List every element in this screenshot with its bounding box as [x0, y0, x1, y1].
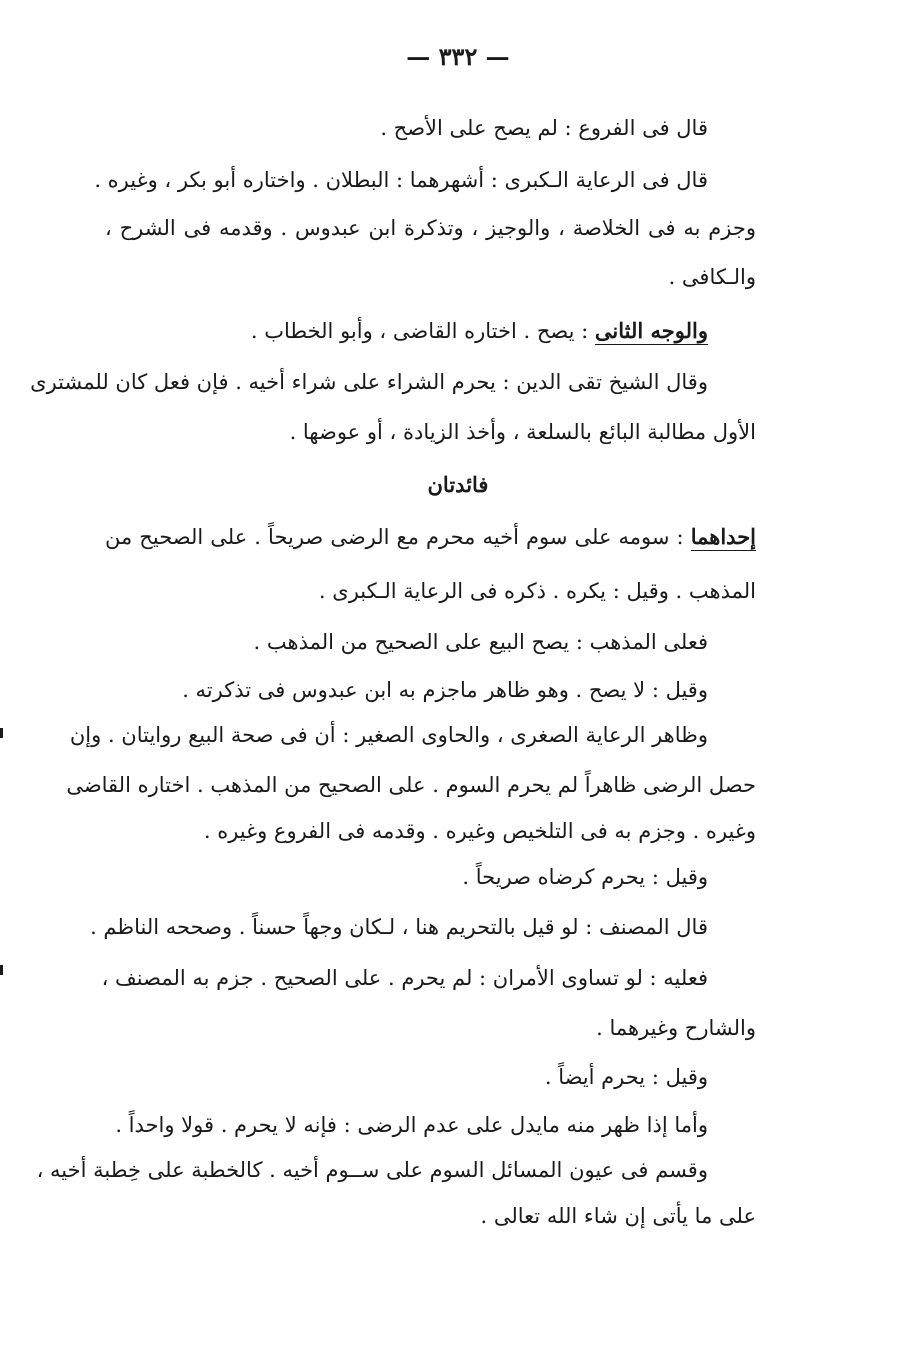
text-line: وقسم فى عيون المسائل السوم على ســوم أخيه . كالخطبة على خِطبة أخيه ، — [36, 1158, 708, 1182]
text-line: وظاهر الرعاية الصغرى ، والحاوى الصغير : أن فى صحة البيع روايتان . وإن — [69, 723, 708, 747]
text-line: قال فى الفروع : لم يصح على الأصح . — [380, 116, 708, 140]
text-line: حصل الرضى ظاهراً لم يحرم السوم . على الصحيح من المذهب . اختاره القاضى — [66, 773, 756, 797]
page-number: — ٣٣٢ — — [406, 42, 510, 71]
text-line: وقال الشيخ تقى الدين : يحرم الشراء على شراء أخيه . فإن فعل كان للمشترى — [30, 370, 708, 394]
text-line: فعلى المذهب : يصح البيع على الصحيح من المذهب . — [253, 630, 708, 654]
margin-mark — [0, 965, 3, 975]
text-line: المذهب . وقيل : يكره . ذكره فى الرعاية الـكبرى . — [318, 579, 756, 603]
section-lead: والوجه الثانى — [594, 318, 708, 343]
text-line: والشارح وغيرهما . — [596, 1016, 756, 1040]
text-line: على ما يأتى إن شاء الله تعالى . — [480, 1204, 756, 1228]
text-line: قال المصنف : لو قيل بالتحريم هنا ، لـكان وجهاً حسناً . وصححه الناظم . — [90, 915, 708, 939]
line-body: : سومه على سوم أخيه محرم مع الرضى صريحاً . على الصحيح من — [105, 525, 684, 549]
text-line: وغيره . وجزم به فى التلخيص وغيره . وقدمه فى الفروع وغيره . — [203, 819, 756, 843]
text-line: قال فى الرعاية الـكبرى : أشهرهما : البطلان . واختاره أبو بكر ، وغيره . — [94, 168, 708, 192]
text-line: وقيل : يحرم أيضاً . — [544, 1065, 708, 1089]
text-line: والـكافى . — [668, 265, 756, 289]
text-line — [105, 522, 756, 552]
text-line: فعليه : لو تساوى الأمران : لم يحرم . على الصحيح . جزم به المصنف ، — [101, 966, 708, 990]
text-line: وقيل : لا يصح . وهو ظاهر ماجزم به ابن عبدوس فى تذكرته . — [182, 678, 708, 702]
text-line: وجزم به فى الخلاصة ، والوجيز ، وتذكرة ابن عبدوس . وقدمه فى الشرح ، — [105, 216, 756, 240]
section-heading: فائدتان — [427, 472, 489, 497]
line-body: : يصح . اختاره القاضى ، وأبو الخطاب . — [250, 319, 589, 343]
text-line: وأما إذا ظهر منه مايدل على عدم الرضى : فإنه لا يحرم . قولا واحداً . — [115, 1113, 708, 1137]
text-line — [251, 316, 708, 346]
text-line: الأول مطالبة البائع بالسلعة ، وأخذ الزيادة ، أو عوضها . — [289, 420, 756, 444]
section-lead: إحداهما — [690, 524, 757, 549]
text-line: وقيل : يحرم كرضاه صريحاً . — [462, 865, 708, 889]
margin-mark — [0, 728, 3, 738]
